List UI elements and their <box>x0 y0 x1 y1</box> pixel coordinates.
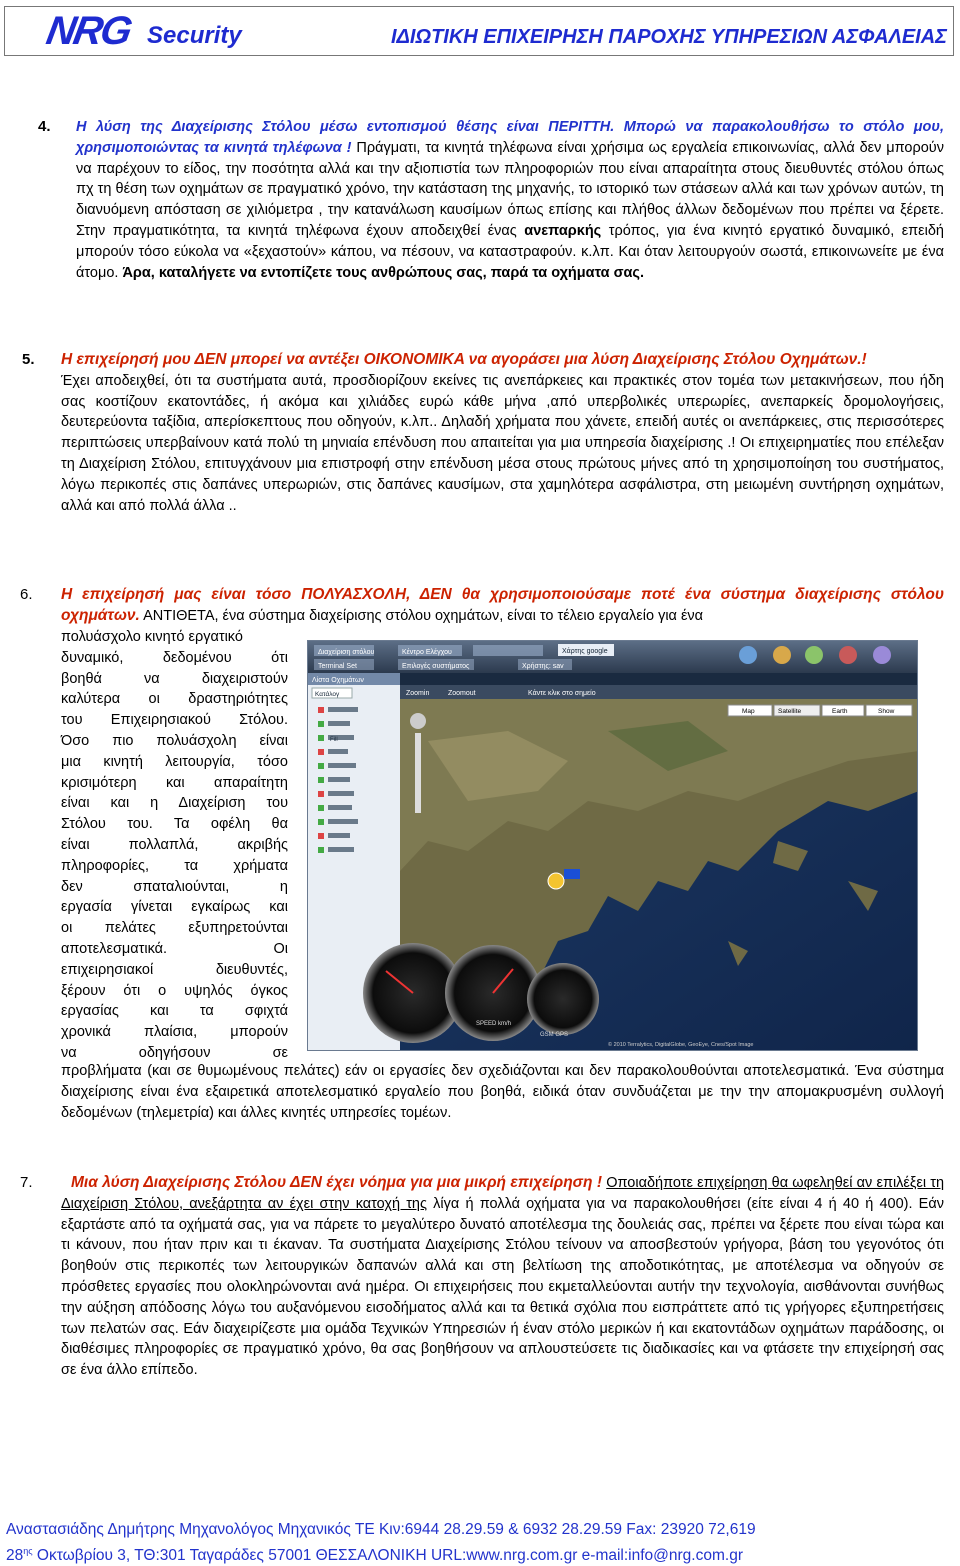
signal-status: GSM GPS <box>540 1032 569 1038</box>
map-type-earth: Earth <box>832 708 848 715</box>
section-6-column-line: Στόλου του. Τα οφέλη θα <box>61 816 288 833</box>
section-4-text: Πράγματι, τα κινητά τηλέφωνα είναι χρήσιμα ως εργαλεία επικοινωνίας, αλλά δεν μπορούν να παρέχουν το είδος, την ποσότητα αλλά και την αξιοπιστία των πληροφοριών που είναι απαραίτητα στους διευθυντές στόλου όπως πχ τη θέση των οχημάτων σε πραγματικό χρόνο, την κατάσταση της μηχανής, το ιστορικό των στάσεων αλλά και των χρόνων αυτών, τη διανυόμενη απόσταση σε χιλιόμετρα , την κατανάλωση καυσίμων όπως επίσης και πλήθος άλλων δεδομένων που πρέπει να ξέρετε. Στην πραγματικότητα, τα κινητά τηλέφωνα έχουν αποδειχθεί ένας <box>76 139 944 239</box>
section-6-column-line: μια κινητή λειτουργία, τόσο <box>61 753 288 770</box>
fleet-app-screenshot <box>307 640 918 1051</box>
section-7-body <box>61 1173 944 1381</box>
section-6-column-line: εργασίας και τα σφιχτά <box>61 1003 288 1020</box>
map-toolbar-hint: Κάντε κλικ στο σημείο <box>528 690 596 697</box>
map-type-show: Show <box>878 708 895 715</box>
section-6-text-first: ΑΝΤΙΘΕΤΑ, ένα σύστημα διαχείρισης στόλου οχημάτων, είναι το τέλειο εργαλείο για ένα <box>139 607 704 624</box>
footer-day-suffix: ης <box>23 1546 33 1556</box>
section-4-bold-word: ανεπαρκής <box>524 222 602 239</box>
company-logo: NRG <box>43 9 134 53</box>
menu-fleet-mgmt: Διαχείριση στόλου <box>318 649 375 656</box>
section-4-number: 4. <box>38 118 51 135</box>
section-6-number: 6. <box>20 586 33 603</box>
section-6-column-line: εργασία γίνεται εγκαίρως και <box>61 899 288 916</box>
menu-google-map: Χάρτης google <box>562 648 608 655</box>
map-type-map: Map <box>742 708 755 715</box>
section-6-column-line: οι πελάτες εξυπηρετούνται <box>61 920 288 937</box>
section-7-underlined: Οποιαδήποτε επιχείρηση θα ωφεληθεί αν επιλέξει τη Διαχείριση Στόλου, ανεξάρτητα αν έχει στην κατοχή της <box>61 1175 945 1212</box>
section-6-column-line: του Επιχειρησιακού Στόλου. <box>61 712 288 729</box>
section-6-heading: Η επιχείρησή μας είναι τόσο ΠΟΛΥΑΣΧΟΛΗ, ΔΕΝ θα χρησιμοποιούσαμε ποτέ ένα σύστημα διαχείρισης στόλου οχημάτων. <box>61 586 944 624</box>
section-6-column-line: πληροφορίες, τα χρήματα <box>61 857 288 874</box>
section-6-column-line: δεν σπαταλιούνται, η <box>61 878 288 895</box>
company-logo-word: Security <box>147 22 242 49</box>
footer-address-line <box>6 1541 743 1566</box>
section-7-number: 7. <box>20 1174 33 1191</box>
section-4-body <box>76 117 944 283</box>
map-copyright: © 2010 Terralytics, DigitalGlobe, GeoEye, Cnes/Spot Image <box>608 1042 754 1048</box>
footer-address: Οκτωβρίου 3, ΤΘ:301 Ταγαράδες 57001 ΘΕΣΣΑΛΟΝΙΚΗ URL:www.nrg.com.gr e-mail:info@nrg.com.gr <box>32 1547 743 1565</box>
section-4-conclusion: Άρα, καταλήγετε να εντοπίζετε τους ανθρώπους σας, παρά τα οχήματα σας. <box>122 264 644 281</box>
section-6-column-line: βοηθά να διαχειριστούν <box>61 670 288 687</box>
vehicle-label: Fill <box>330 737 338 743</box>
section-4-heading: Η λύση της Διαχείρισης Στόλου μέσω εντοπισμού θέσης είναι ΠΕΡΙΤΤΗ. Μπορώ να παρακολουθήσω το στόλο μου, χρησιμοποιώντας τα κινητά τηλέφωνα ! <box>76 119 944 156</box>
section-6-column-line: Όσο πιο πολυάσχολη είναι <box>61 732 288 749</box>
section-6-column-line: να οδηγήσουν σε <box>61 1044 288 1061</box>
zoom-in-button: Zoomin <box>406 690 430 697</box>
speed-label: SPEED km/h <box>476 1021 512 1027</box>
company-tagline: ΙΔΙΩΤΙΚΗ ΕΠΙΧΕΙΡΗΣΗ ΠΑΡΟΧΗΣ ΥΠΗΡΕΣΙΩΝ ΑΣΦΑΛΕΙΑΣ <box>390 26 947 48</box>
footer-contact-line: Αναστασιάδης Δημήτρης Μηχανολόγος Μηχανικός ΤΕ Κιν:6944 28.29.59 & 6932 28.29.59 Fax: 23920 72,619 <box>6 1521 756 1538</box>
section-7-heading: Μια λύση Διαχείρισης Στόλου ΔΕΝ έχει νόημα για μια μικρή επιχείρηση ! <box>71 1174 603 1191</box>
section-6-column-line: δυναμικό, δεδομένου ότι <box>61 649 288 666</box>
section-6-column-line: πολυάσχολο κινητό εργατικό <box>61 629 243 645</box>
menu-control-center: Κέντρο Ελέγχου <box>402 649 452 656</box>
vehicle-list-title: Λίστα Οχημάτων <box>312 677 364 684</box>
section-6-column-line: κρισιμότερη και απαραίτητη <box>61 774 288 791</box>
section-7-text: λίγα ή πολλά οχήματα για να παρακολουθήσει (είτε είναι 4 ή 40 ή 400). Εάν εξαρτάστε από τα οχήματά σας, για να πάρετε το μεγαλύτερο δυνατό αποτέλεσμα της δουλειάς σας, πρέπει να ξέρετε που είναι τώρα και τι κάνουν, που ήταν πριν και τι έκαναν. Τα συστήματα Διαχείρισης Στόλου τείνουν να αποσβεστούν γρήγορα, βάση του γεγονότος ότι βοηθούν στις περικοπές των λειτουργικών δαπανών αλλά και στη βελτίωση της αποδοτικότητας, με αποτέλεσμα να οδηγούν σε πρόσθετες εργασίες που ολοκληρώνονται ανά ημέρα. Οι επιχειρήσεις που εκμεταλλεύονται αυτήν την τεχνολογία, αισθάνονται συνήθως την αύξηση απόδοσης λόγω του αυξανόμενου εισοδήματος αλλά και τα θετικά σχόλια που εισπράττετε από τις γρήγορες εξυπηρετήσεις των πελατών σας. Εάν διαχειρίζεστε μια ομάδα Τεχνικών Υπηρεσιών ή έναν στόλο μερικών ή και εκατοντάδων οχημάτων παράδοσης, οι διαθέσιμες πληροφορίες σε πραγματικό χρόνο, θα σας βοηθήσουν να απλουστεύσετε τις διαδικασίες και να φτάσετε την επιχείρησή σας σε ένα άλλο επίπεδο. <box>61 1195 944 1379</box>
section-5-body <box>61 350 944 516</box>
section-6-intro <box>61 585 944 627</box>
vehicle-list-tab: Κατάλογ <box>315 691 340 698</box>
map-type-satellite: Satellite <box>778 708 802 715</box>
section-6-column-line: χρονικά πλαίσια, μπορούν <box>61 1024 288 1041</box>
section-6-column-line: είναι και η Διαχείριση του <box>61 795 288 812</box>
section-6-column-line: ξέρουν ότι ο υψηλός όγκος <box>61 982 288 999</box>
menu-terminal-set: Terminal Set <box>318 663 357 670</box>
fleet-app-illustration <box>308 641 918 1051</box>
section-5-number: 5. <box>22 351 35 368</box>
menu-user: Χρήστης: sav <box>522 663 564 670</box>
section-4-text-2: τρόπος, για ένα κινητό εργατικό δυναμικό, επειδή μπορούν τόσο εύκολα να «ξεχαστούν» κάπου, να πέσουν, να καταστραφούν. κ.λπ. Και όταν λειτουργούν σωστά, επικοινωνείτε με ένα άτομο. <box>76 222 944 281</box>
section-6-column-line: αποτελεσματικά. Οι <box>61 940 288 957</box>
section-6-column-line: είναι πολλαπλά, ακριβής <box>61 836 288 853</box>
section-5-heading: Η επιχείρησή μου ΔΕΝ μπορεί να αντέξει ΟΙΚΟΝΟΜΙΚΑ να αγοράσει μια λύση Διαχείρισης Στόλου Οχημάτων.! <box>61 351 867 368</box>
footer-day: 28 <box>6 1547 24 1565</box>
section-6-column-line: καλύτερα οι δραστηριότητες <box>61 691 288 708</box>
section-5-text: Έχει αποδειχθεί, ότι τα συστήματα αυτά, προσδιορίζουν εκείνες τις ανεπάρκειες και πρακτικές στον τομέα των μετακινήσεων, που ήδη σας κοστίζουν εκατοντάδες, ή ακόμα και χιλιάδες ευρώ κάθε μήνα ,από υπερβολικές υπερωρίες, ανεπαρκείς δρομολογήσεις, δευτερεύοντα ταξίδια, απερίσκεπτους που οδηγούν, κ.λπ.. Δηλαδή χρήματα που χάνετε, επειδή αυτές οι ανεπάρκειες, στις περισσότερες περιπτώσεις υπερβαίνουν κατά πολύ τη μηνιαία επένδυση που απαιτείται για μια υπηρεσία διαχείρισης .! Οι επιχειρηματίες που επέλεξαν τη Διαχείριση Στόλου, επιτυγχάνουν μια επιστροφή στην επένδυση μέσα στους πρώτους μήνες από τη χρησιμοποίηση του συστήματος, λόγω περικοπές στις δαπάνες υπερωριών, στις δαπάνες καυσίμων, στα χαμηλότερα ασφάλιστρα, στη μειωμένη συντήρηση οχημάτων, αλλά και από πολλά άλλα .. <box>61 372 944 514</box>
section-6-column-line: επιχειρησιακοί διευθυντές, <box>61 961 288 978</box>
zoom-out-button: Zoomout <box>448 690 476 697</box>
menu-system-options: Επιλογές συστήματος <box>402 663 470 670</box>
section-6-column <box>61 627 288 1064</box>
section-6-text-rest: προβλήματα (και σε θυμωμένους πελάτες) εάν οι εργασίες δεν σχεδιάζονται και δεν παρακολουθούνται αποτελεσματικά. Ένα σύστημα διαχείρισης είναι ένα εξαιρετικά αποτελεσματικό εργαλείο που βοηθά, ειδικά όταν συνδυάζεται με την την απομακρυσμένη συλλογή δεδομένων (τηλεμετρία) και άλλες κινητές υπηρεσίες τομέων. <box>61 1063 944 1121</box>
letterhead <box>4 6 954 56</box>
